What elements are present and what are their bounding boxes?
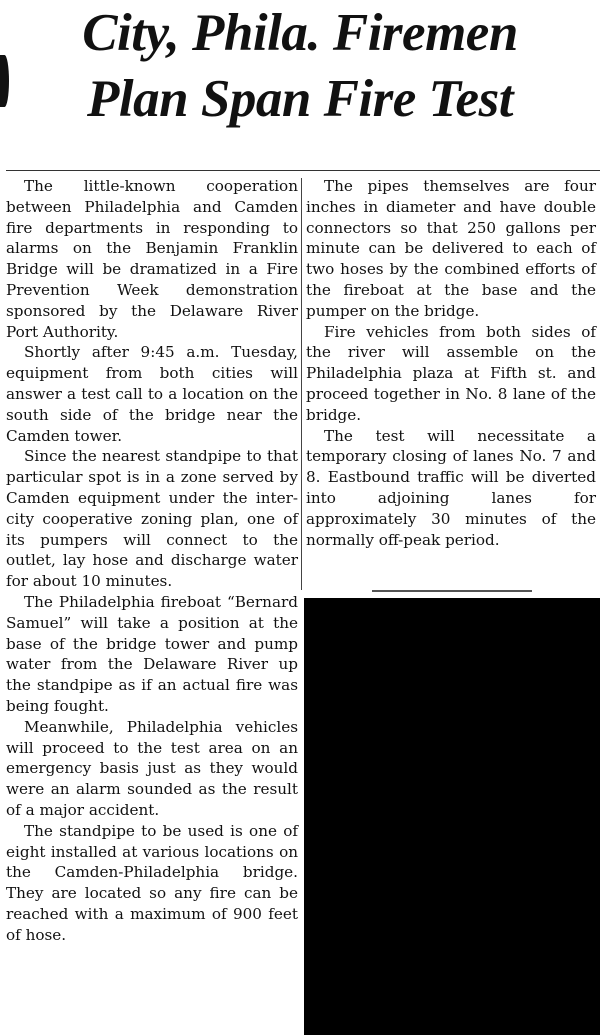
paragraph: The test will necessitate a temporary closing of lanes No. 7 and 8. Eastbound traffic will be diverted into adjoining lanes for approximately 30 minutes of the normally off-peak period. [306,426,596,549]
paragraph: The Philadelphia fireboat “Bernard Samuel” will take a position at the base of the bridge tower and pump water from the Delaware River up the standpipe as if an actual fire was being fought. [6,592,298,715]
paragraph: Shortly after 9:45 a.m. Tuesday, equipment from both cities will answer a test call to a location on the south side of the bridge near the Camden tower. [6,343,298,445]
paragraph: Since the nearest standpipe to that particular spot is in a zone served by Camden equipment under the inter-city cooperative zoning plan, one of its pumpers will connect to the outlet, lay hose and discharge water for about 10 minutes. [6,447,298,591]
article-column-right [306,176,596,550]
article-column-left [6,176,298,945]
paragraph: The pipes themselves are four inches in diameter and have double connectors so that 250 gallons per minute can be delivered to each of two hoses by the combined efforts of the fireboat at the base and the pumper on the bridge. [306,177,596,320]
column-divider [301,178,302,590]
headline-line-1: City, Phila. Firemen [82,4,518,62]
redacted-black-area [304,598,600,1035]
headline-line-2: Plan Span Fire Test [87,70,513,128]
paragraph: The little-known cooperation between Philadelphia and Camden fire departments in responding to alarms on the Benjamin Franklin Bridge will be dramatized in a Fire Prevention Week demonstration sponsored by the Delaware River Port Authority. [6,177,298,341]
article-end-rule [372,590,532,592]
headline [0,0,600,150]
paragraph: Meanwhile, Philadelphia vehicles will proceed to the test area on an emergency basis just as they would were an alarm sounded as the result of a major accident. [6,717,298,819]
paragraph: Fire vehicles from both sides of the river will assemble on the Philadelphia plaza at Fifth st. and proceed together in No. 8 lane of the bridge. [306,322,596,424]
headline-rule [6,170,600,171]
paragraph: The standpipe to be used is one of eight installed at various locations on the Camden-Philadelphia bridge. They are located so any fire can be reached with a maximum of 900 feet of hose. [6,821,298,944]
